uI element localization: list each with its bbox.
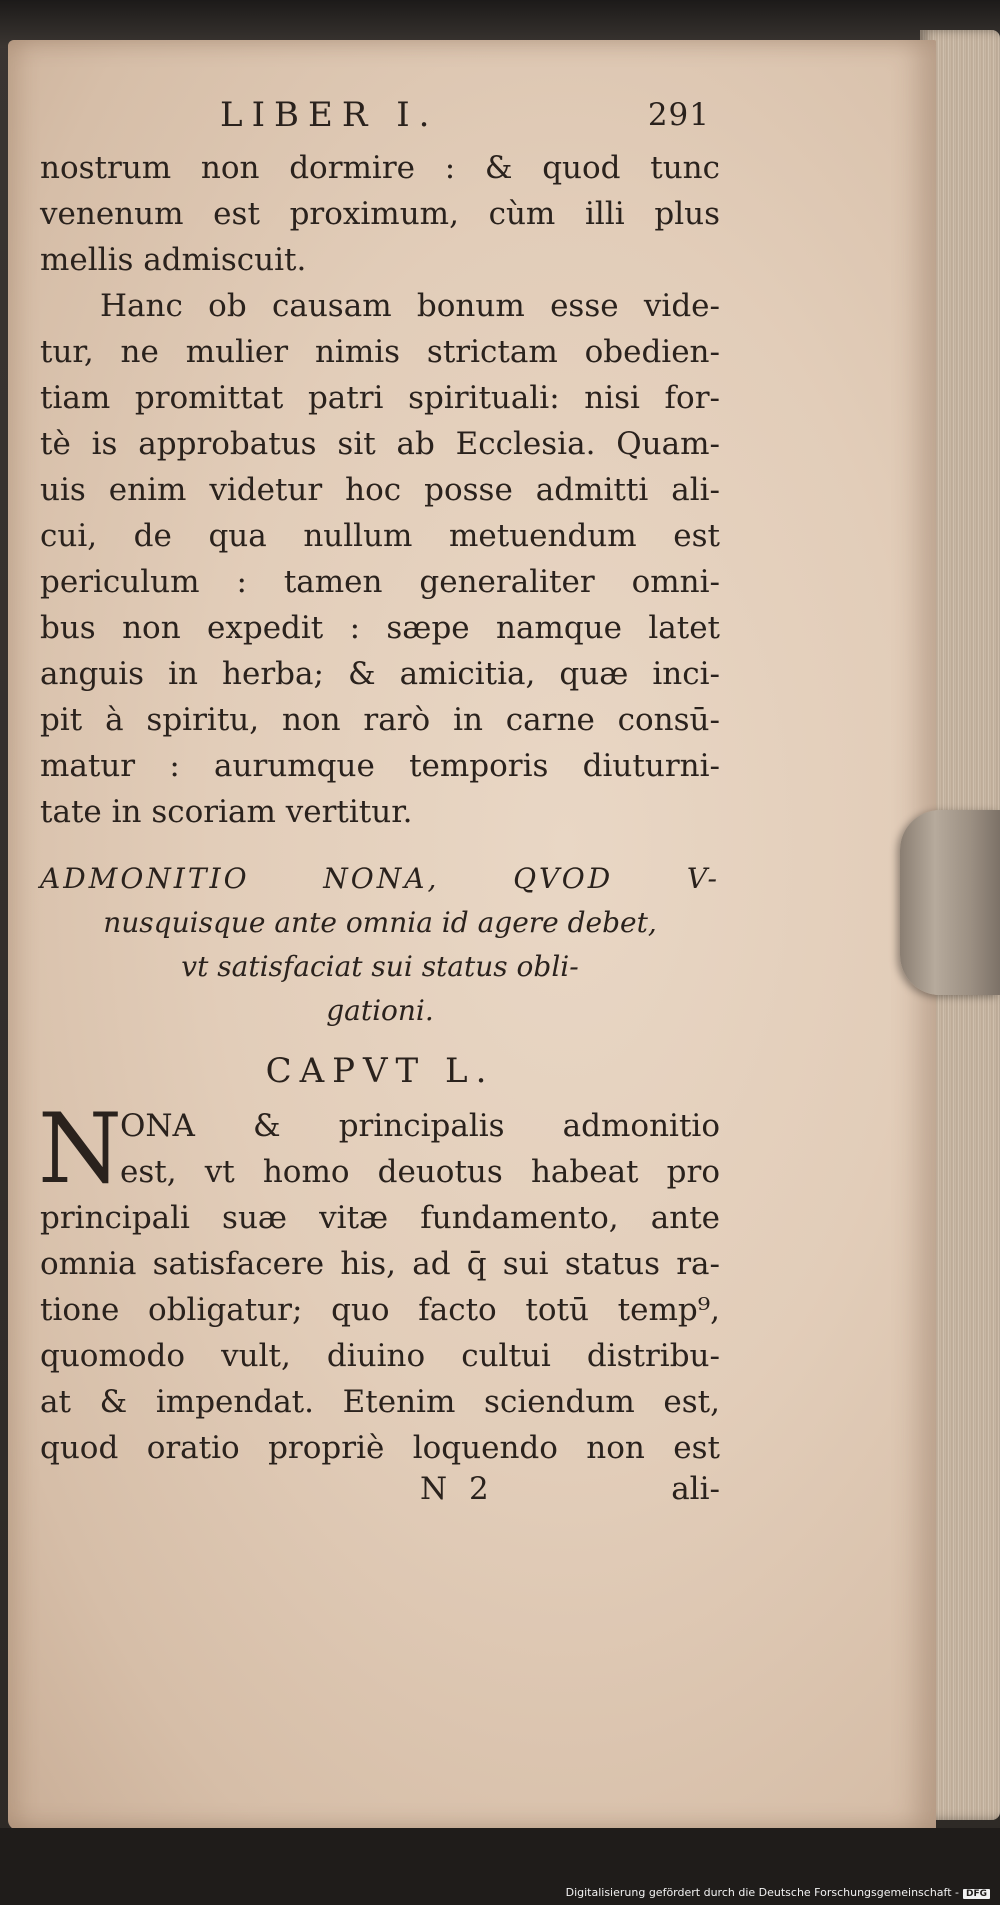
heading-line: vt satisfaciat sui status obli- — [181, 950, 579, 983]
heading-line: nusquisque ante omnia id agere debet, — [103, 906, 657, 939]
heading-line: ADMONITIO NONA, QVOD V- — [40, 862, 720, 895]
text-line: tione obligatur; quo facto totū temp⁹, — [40, 1292, 720, 1328]
heading-line: gationi. — [326, 994, 434, 1027]
running-head — [40, 95, 720, 145]
text-line: omnia satisfacere his, ad q̄ sui status ra- — [40, 1246, 720, 1282]
text-line: quomodo vult, diuino cultui distribu- — [40, 1338, 720, 1374]
text-line: venenum est proximum, cùm illi plus — [40, 196, 720, 232]
text-line: tè is approbatus sit ab Ecclesia. Quam- — [40, 426, 720, 462]
text-line: pit à spiritu, non rarò in carne consū- — [40, 702, 720, 738]
signature-mark: N 2 — [420, 1471, 495, 1507]
text-line: periculum : tamen generaliter omni- — [40, 564, 720, 600]
text-line: anguis in herba; & amicitia, quæ inci- — [40, 656, 720, 692]
text-line: bus non expedit : sæpe namque latet — [40, 610, 720, 646]
text-line: nostrum non dormire : & quod tunc — [40, 150, 720, 186]
chapter-heading — [40, 857, 720, 1033]
text-line: quod oratio propriè loquendo non est — [40, 1430, 720, 1466]
text-line: at & impendat. Etenim sciendum est, — [40, 1384, 720, 1420]
text-line: principali suæ vitæ fundamento, ante — [40, 1200, 720, 1236]
page-text — [40, 95, 720, 1517]
signature-line — [40, 1471, 720, 1517]
text-line: uis enim videtur hoc posse admitti ali- — [40, 472, 720, 508]
credit-text: Digitalisierung gefördert durch die Deutsche Forschungsgemeinschaft - — [565, 1886, 959, 1899]
text-line: Hanc ob causam bonum esse vide- — [100, 288, 720, 324]
drop-cap: N — [38, 1093, 122, 1205]
page-number: 291 — [647, 97, 710, 133]
text-line: cui, de qua nullum metuendum est — [40, 518, 720, 554]
paragraph-1 — [40, 145, 720, 283]
text-line: mellis admiscuit. — [40, 242, 307, 278]
paragraph-3 — [38, 1093, 720, 1471]
text-line: matur : aurumque temporis diuturni- — [40, 748, 720, 784]
bookmark-ribbon — [900, 810, 1000, 995]
dfg-logo: DFG — [963, 1889, 990, 1899]
text-line: tiam promittat patri spirituali: nisi for- — [40, 380, 720, 416]
text-line: tur, ne mulier nimis strictam obedien- — [40, 334, 720, 370]
digitization-credit — [566, 1886, 990, 1899]
book-bottom-edge — [0, 1828, 1000, 1905]
text-line: ONA & principalis admonitio — [120, 1108, 720, 1144]
running-title: LIBER I. — [220, 95, 439, 135]
text-line: est, vt homo deuotus habeat pro — [120, 1154, 720, 1190]
paragraph-2 — [40, 283, 720, 835]
catchword: ali- — [671, 1471, 720, 1507]
chapter-number: CAPVT L. — [265, 1051, 495, 1091]
text-line: tate in scoriam vertitur. — [40, 794, 413, 830]
